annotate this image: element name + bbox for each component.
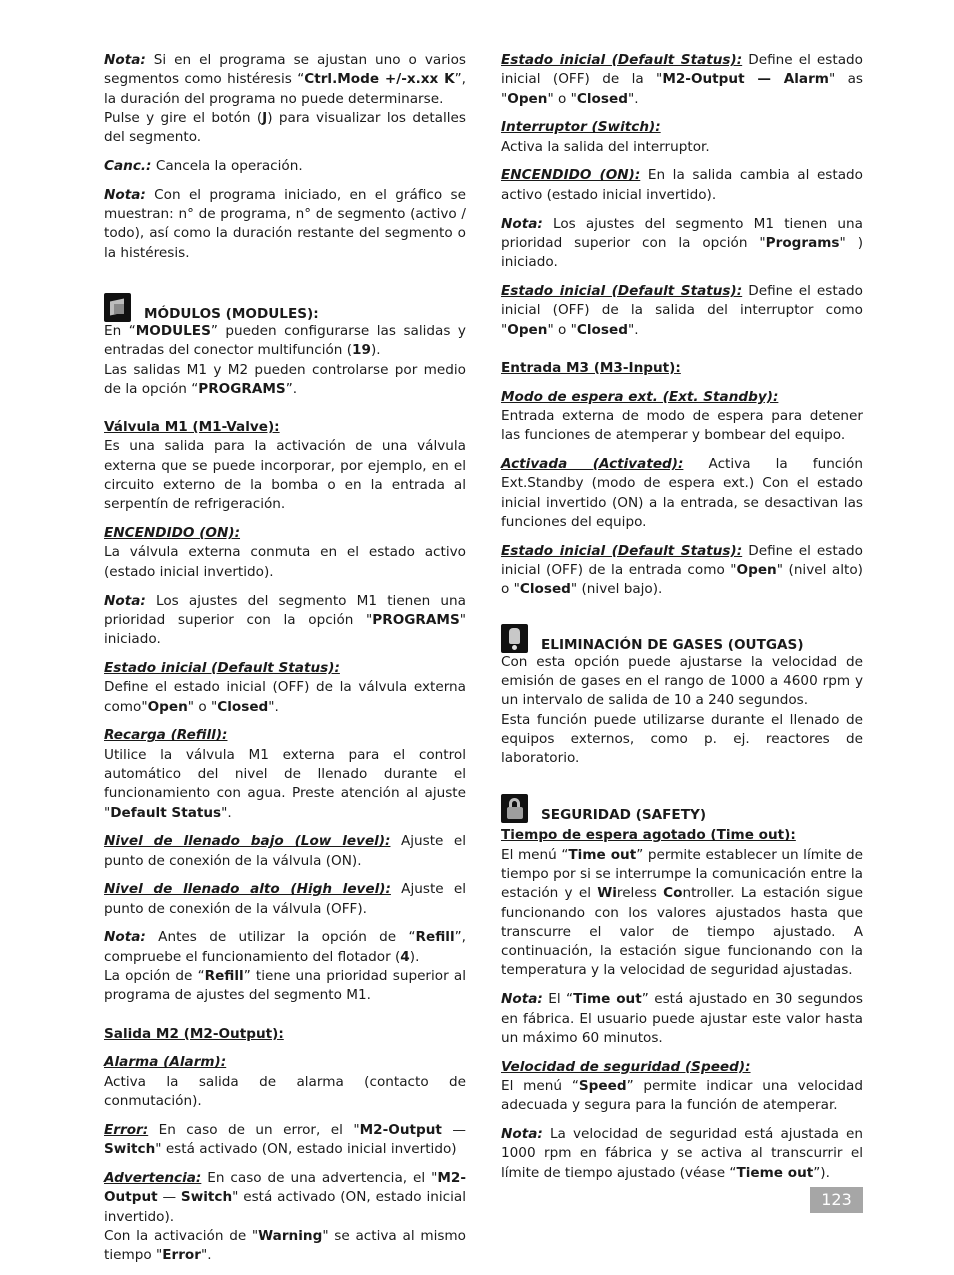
m2-switch-default-status: Estado inicial (Default Status): Define el estado inicial (OFF) de la salida del interruptor como "Open" o "Closed". — [501, 282, 863, 338]
cancel-text: Canc.: Cancela la operación. — [104, 157, 303, 174]
m3-activated: Activada (Activated): Activa la función Ext.Standby (modo de espera ext.) Con el estado inicial invertido (ON) a la entrada, se desactivan las funciones del equipo. — [501, 456, 863, 530]
m2-warning-activation: Con la activación de "Warning" se activa al mismo tiempo "Error". — [104, 1227, 466, 1264]
timeout-note: Nota: El “Time out” está ajustado en 30 segundos en fábrica. El usuario puede ajustar este valor hasta un máximo 60 minutos. — [501, 991, 863, 1046]
m3-ext-standby: Modo de espera ext. (Ext. Standby): Entrada externa de modo de espera para detener las funciones de atemperar y bombear del equipo. — [501, 388, 863, 444]
m2-output-heading-row — [104, 1025, 466, 1044]
m2-alarm: Alarma (Alarm): Activa la salida de alarma (contacto de conmutación). — [104, 1054, 466, 1110]
safety-lock-icon — [501, 794, 528, 823]
modules-outputs-text: Las salidas M1 y M2 pueden controlarse por medio de la opción “PROGRAMS”. — [104, 361, 466, 397]
outgas-section-header — [501, 624, 863, 653]
m1-high-level: Nivel de llenado alto (High level): Ajuste el punto de conexión de la válvula (OFF). — [104, 881, 467, 917]
page-number: 123 — [810, 1187, 863, 1213]
m1-valve-section: Válvula M1 (M1-Valve): Es una salida para la activación de una válvula externa que se puede incorporar, por ejemplo, en el circuito externo de la bomba o en la entrada al serpentín de refrigeración. — [104, 419, 466, 513]
timeout-heading: Tiempo de espera agotado (Time out): — [501, 827, 796, 844]
modules-section-header — [104, 293, 466, 322]
safety-timeout: Tiempo de espera agotado (Time out): El menú “Time out” permite establecer un límite de tiempo por si se interrumpe la comunicación entre la estación y el Wireless Controller. La estación sigue funcionando con los valores ajustados hasta que transcurre el valor de tiempo ajustado. A continuación, la estación sigue funcionando con la temperatura y la velocidad de seguridad ajustadas. — [501, 827, 864, 979]
m1-refill-priority: La opción de “Refill” tiene una prioridad superior al programa de ajustes del segmento M1. — [104, 968, 466, 1004]
speed-note: Nota: La velocidad de seguridad está ajustada en 1000 rpm en fábrica y se activa al transcurrir el límite de tiempo ajustado (véase “Tieme out”). — [501, 1126, 863, 1181]
note-program-started: Nota: Con el programa iniciado, en el gráfico se muestran: n° de programa, n° de segmento (activo / todo), así como la duración restante del segmento o la histéresis. — [104, 186, 466, 261]
safety-speed: Velocidad de seguridad (Speed): El menú “Speed” permite indicar una velocidad adecuada y segura para la función de atemperar. — [501, 1058, 863, 1114]
note-program-hysteresis: Nota: Si en el programa se ajustan uno o varios segmentos como histéresis “Ctrl.Mode +/-x.xx K”, la duración del programa no puede determinarse. — [104, 52, 466, 107]
m1-valve-heading: Válvula M1 (M1-Valve): — [104, 419, 280, 436]
m1-low-level: Nivel de llenado bajo (Low level): Ajuste el punto de conexión de la válvula (ON). — [104, 833, 467, 869]
outgas-text-1: Con esta opción puede ajustarse la velocidad de emisión de gases en el rango de 1000 a 4600 rpm y un intervalo de salida de 10 a 240 segundos. — [501, 653, 863, 709]
m2-error: Error: En caso de un error, el "M2-Output — Switch" está activado (ON, estado inicial invertido) — [104, 1121, 466, 1158]
outgas-text-2: Esta función puede utilizarse durante el llenado de equipos externos, como p. ej. reactores de laboratorio. — [501, 711, 863, 767]
left-column — [104, 51, 466, 1275]
safety-title: SEGURIDAD (SAFETY) — [541, 807, 707, 824]
m2-warning: Advertencia: En caso de una advertencia, el "M2-Output — Switch" está activado (ON, estado inicial invertido). — [104, 1169, 466, 1225]
m2-switch: Interruptor (Switch): Activa la salida del interruptor. — [501, 119, 710, 155]
m1-note: Nota: Los ajustes del segmento M1 tienen una prioridad superior con la opción "PROGRAMS" iniciado. — [104, 592, 466, 648]
m1-on: ENCENDIDO (ON): La válvula externa conmuta en el estado activo (estado inicial invertido). — [104, 525, 466, 580]
right-column — [501, 51, 863, 1192]
modules-cube-icon — [104, 293, 131, 322]
m3-input-heading: Entrada M3 (M3-Input): — [501, 359, 681, 376]
press-turn-knob-text: Pulse y gire el botón (J) para visualizar los detalles del segmento. — [104, 109, 466, 146]
safety-section-header — [501, 794, 863, 823]
modules-title: MÓDULOS (MODULES): — [144, 305, 319, 322]
m1-refill: Recarga (Refill): Utilice la válvula M1 externa para el control automático del nivel de llenado durante el funcionamiento con agua. Preste atención al ajuste "Default Status". — [104, 727, 466, 821]
modules-intro: En “MODULES” pueden configurarse las salidas y entradas del conector multifunción (19). — [104, 322, 466, 359]
m2-default-status: Estado inicial (Default Status): Define el estado inicial (OFF) de la "M2-Output — Alarm" as "Open" o "Closed". — [501, 52, 864, 107]
m2-output-heading: Salida M2 (M2-Output): — [104, 1025, 284, 1042]
m3-input-heading-row — [501, 359, 863, 378]
outgas-title: ELIMINACIÓN DE GASES (OUTGAS) — [541, 636, 804, 653]
m3-default-status: Estado inicial (Default Status): Define el estado inicial (OFF) de la entrada como "Open" (nivel alto) o "Closed" (nivel bajo). — [501, 542, 863, 598]
outgas-bottle-icon — [501, 624, 528, 653]
m2-switch-note: Nota: Los ajustes del segmento M1 tienen una prioridad superior con la opción "Programs" ) iniciado. — [501, 215, 863, 271]
m2-switch-on: ENCENDIDO (ON): En la salida cambia al estado activo (estado inicial invertido). — [501, 167, 863, 203]
m1-refill-note: Nota: Antes de utilizar la opción de “Refill”, compruebe el funcionamiento del flotador (4). — [104, 929, 466, 965]
m1-default-status: Estado inicial (Default Status): Define el estado inicial (OFF) de la válvula externa como"Open" o "Closed". — [104, 659, 466, 715]
